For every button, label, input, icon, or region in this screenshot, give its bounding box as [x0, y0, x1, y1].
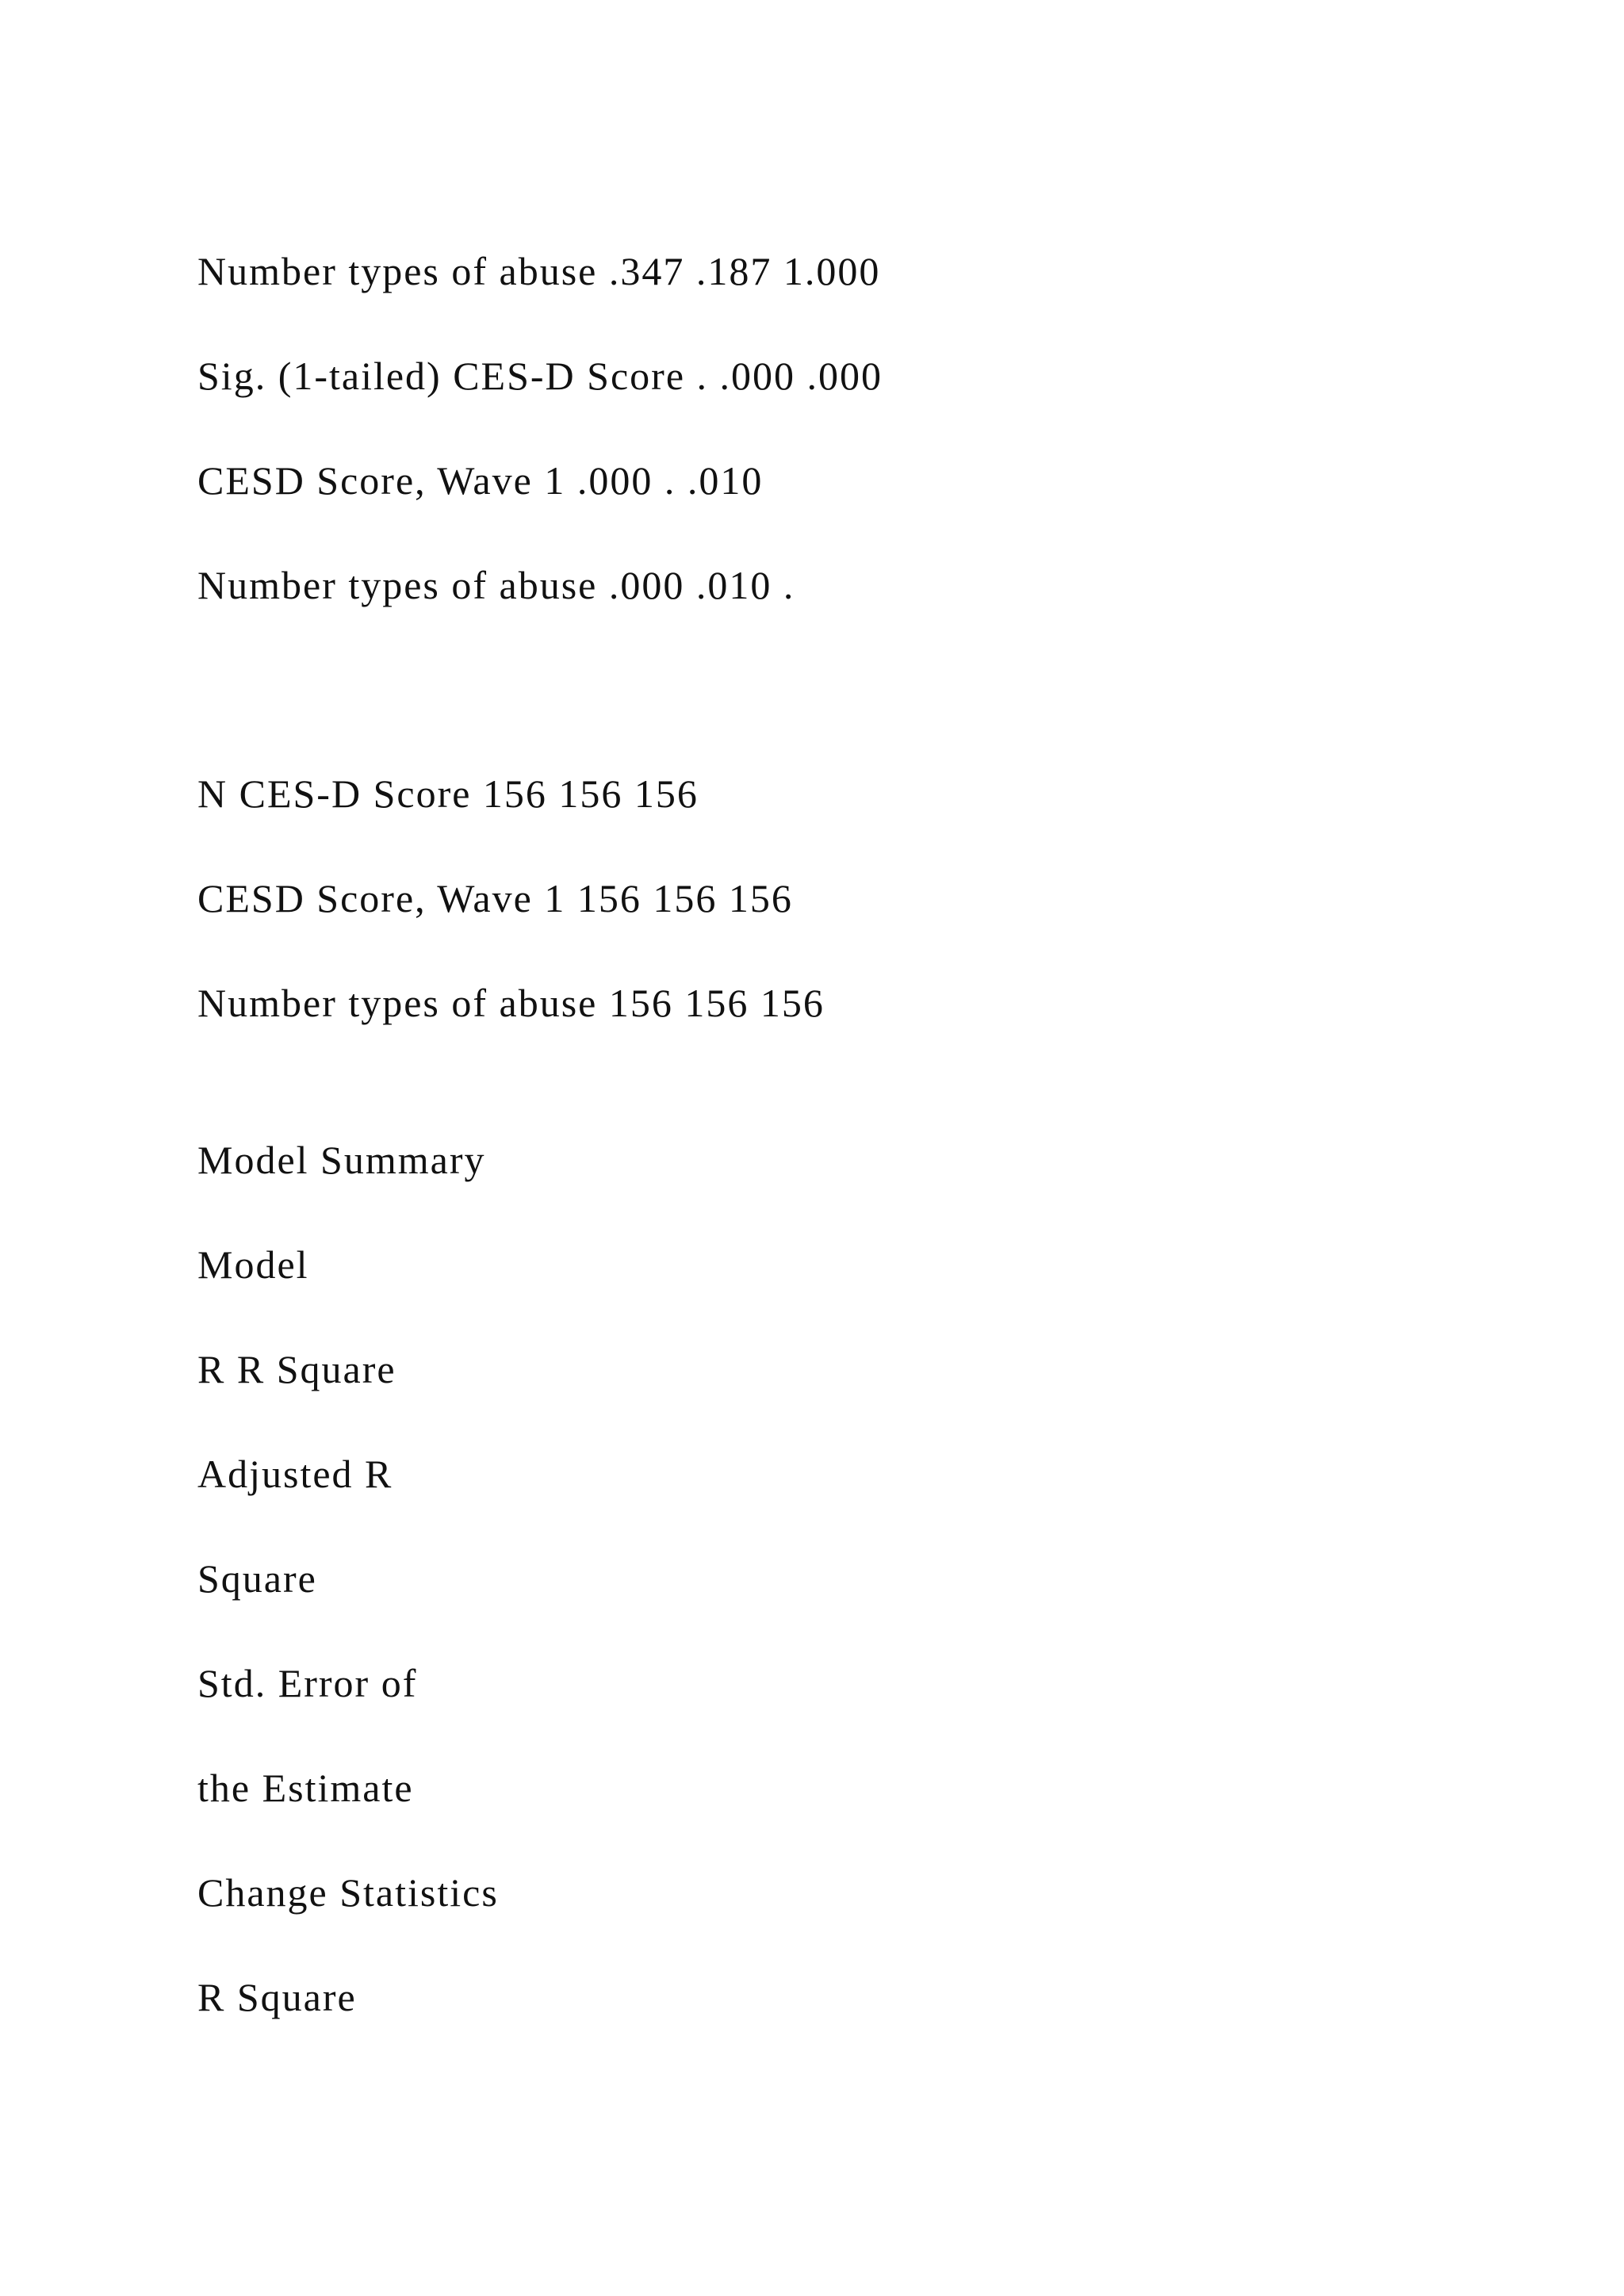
text-line: Number types of abuse 156 156 156	[197, 981, 825, 1025]
text-line: Number types of abuse .347 .187 1.000	[197, 249, 881, 293]
text-line: Change Statistics	[197, 1870, 499, 1915]
text-line: R R Square	[197, 1347, 396, 1391]
text-line: Model	[197, 1242, 309, 1287]
text-line: Sig. (1-tailed) CES-D Score . .000 .000	[197, 354, 883, 398]
text-line: Square	[197, 1556, 317, 1601]
text-line: Number types of abuse .000 .010 .	[197, 563, 795, 607]
text-line: Adjusted R	[197, 1452, 393, 1496]
text-line: R Square	[197, 1975, 357, 2019]
section-heading: Model Summary	[197, 1138, 486, 1182]
text-line: CESD Score, Wave 1 156 156 156	[197, 876, 793, 920]
text-line: Std. Error of	[197, 1661, 418, 1705]
text-line: N CES-D Score 156 156 156	[197, 771, 699, 816]
text-line: the Estimate	[197, 1766, 414, 1810]
document-body	[197, 247, 1545, 2021]
text-line: CESD Score, Wave 1 .000 . .010	[197, 458, 764, 503]
